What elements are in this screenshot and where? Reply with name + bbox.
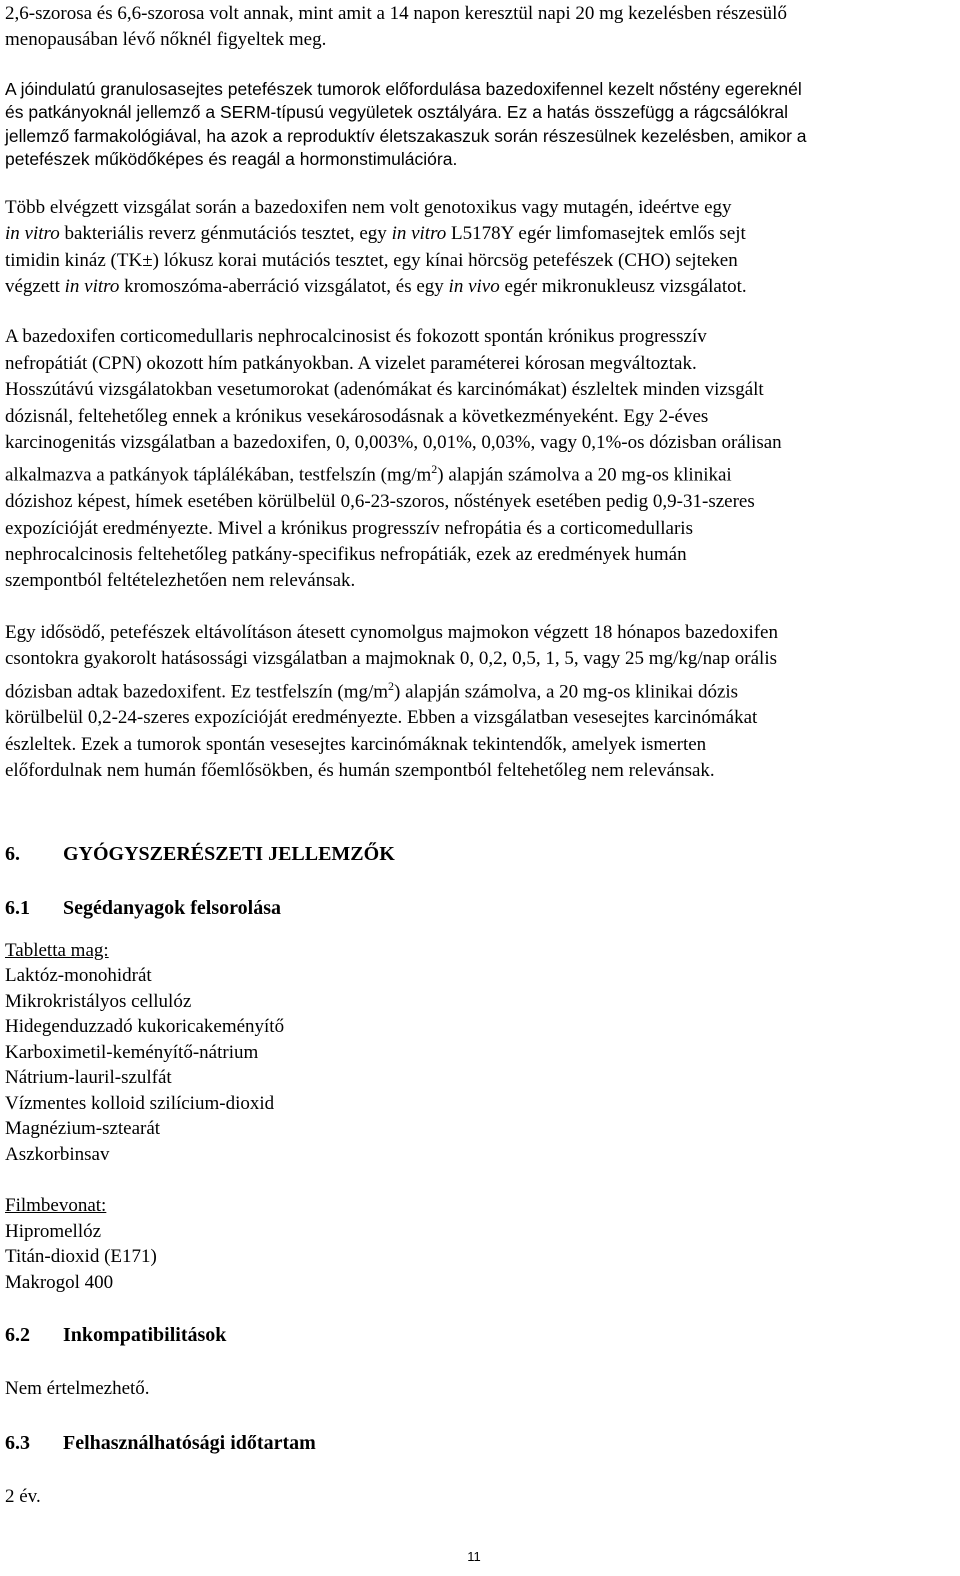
text-fragment: kromoszóma-aberráció vizsgálatot, és egy — [119, 276, 449, 298]
list-item: Laktóz-monohidrát — [5, 965, 152, 987]
film-coating-list — [5, 1193, 955, 1295]
text-line: A bazedoxifen corticomedullaris nephrocalcinosist és fokozott spontán krónikus progresszív — [5, 326, 707, 348]
text-fragment: alkalmazva a patkányok táplálékában, testfelszín (mg/m — [5, 464, 432, 486]
section-heading-6 — [5, 841, 955, 867]
italic-term: in vitro — [5, 223, 60, 245]
text-line: csontokra gyakorolt hatásossági vizsgálatban a majmoknak 0, 0,2, 0,5, 1, 5, vagy 25 mg/kg/nap orális — [5, 648, 777, 670]
text-line — [5, 456, 955, 489]
text-line: és patkányoknál jellemző a SERM-típusú vegyületek osztályára. Ez a hatás összefügg a rágcsálókral — [5, 102, 789, 123]
italic-term: in vitro — [391, 223, 447, 245]
text-line: timidin kináz (TK±) lókusz korai mutációs tesztet, egy kínai hörcsög petefészek (CHO) sejteken — [5, 249, 738, 271]
list-item: Magnézium-sztearát — [5, 1118, 161, 1140]
text-line: 2,6-szorosa és 6,6-szorosa volt annak, mint amit a 14 napon keresztül napi 20 mg kezelésben részesülő — [5, 3, 787, 24]
text-line — [5, 221, 955, 247]
section-number: 6.2 — [5, 1324, 30, 1347]
film-coating-heading: Filmbevonat: — [5, 1195, 107, 1217]
section-body-6-3: 2 év. — [5, 1485, 41, 1507]
italic-term: in vivo — [448, 276, 500, 298]
text-fragment: bakteriális reverz génmutációs tesztet, egy — [59, 223, 392, 245]
section-number: 6. — [5, 842, 20, 865]
list-item: Nátrium-lauril-szulfát — [5, 1067, 172, 1089]
text-line: A jóindulatú granulosasejtes petefészek tumorok előfordulása bazedoxifennel kezelt nőstény egereknél — [5, 78, 802, 99]
text-fragment: egér mikronukleusz vizsgálatot. — [499, 276, 747, 298]
text-line: előfordulnak nem humán főemlősökben, és humán szempontból feltehetőleg nem relevánsak. — [5, 760, 715, 782]
superscript: 2 — [388, 678, 395, 693]
list-item: Hidegenduzzadó kukoricakeményítő — [5, 1016, 285, 1038]
italic-term: in vitro — [64, 276, 120, 298]
text-line: jellemző farmakológiával, ha azok a reproduktív életszakaszuk során részesülnek kezelésben, amikor a — [5, 125, 807, 146]
section-heading-6-3 — [5, 1430, 955, 1456]
section-title: Segédanyagok felsorolása — [63, 896, 281, 919]
section-number: 6.3 — [5, 1431, 30, 1454]
list-item: Makrogol 400 — [5, 1271, 114, 1293]
text-line: dózisnál, feltehetőleg ennek a krónikus vesekárosodásnak a következményeként. Egy 2-éves — [5, 405, 709, 427]
text-line: nefropátiát (CPN) okozott hím patkányokban. A vizelet paraméterei kórosan megváltoztak. — [5, 352, 697, 374]
section-body-6-2: Nem értelmezhető. — [5, 1378, 150, 1400]
paragraph-granulosa-tumors — [5, 78, 955, 172]
text-line: karcinogenitás vizsgálatban a bazedoxifen, 0, 0,003%, 0,01%, 0,03%, vagy 0,1%-os dózisban orálisan — [5, 432, 782, 454]
text-line: körülbelül 0,2-24-szeres expozícióját eredményezte. Ebben a vizsgálatban vesesejtes karcinómákat — [5, 707, 758, 729]
text-line: menopausában lévő nőknél figyeltek meg. — [5, 29, 327, 51]
page-number: 11 — [467, 1549, 481, 1564]
tablet-core-heading: Tabletta mag: — [5, 939, 109, 961]
document-page — [5, 0, 955, 1510]
superscript: 2 — [431, 462, 438, 477]
text-line: Több elvégzett vizsgálat során a bazedoxifen nem volt genotoxikus vagy mutagén, ideértve egy — [5, 196, 732, 218]
text-line: dózishoz képest, hímek esetében körülbelül 0,6-23-szoros, nőstények esetében pedig 0,9-31-szeres — [5, 491, 755, 513]
section-title: Inkompatibilitások — [63, 1324, 227, 1347]
section-heading-6-2 — [5, 1322, 955, 1348]
text-line: Egy idősödő, petefészek eltávolításon átesett cynomolgus majmokon végzett 18 hónapos bazedoxifen — [5, 621, 778, 643]
text-fragment: dózisban adtak bazedoxifent. Ez testfelszín (mg/m — [5, 680, 389, 702]
section-number: 6.1 — [5, 896, 30, 919]
list-item: Aszkorbinsav — [5, 1143, 110, 1165]
text-fragment: végzett — [5, 276, 65, 298]
paragraph-nephrocalcinosis — [5, 324, 955, 594]
section-title: GYÓGYSZERÉSZETI JELLEMZŐK — [63, 842, 395, 865]
tablet-core-list — [5, 938, 955, 1168]
text-fragment: ) alapján számolva a 20 mg-os klinikai — [437, 464, 732, 486]
list-item: Titán-dioxid (E171) — [5, 1246, 157, 1268]
text-line — [5, 274, 955, 300]
text-line: észleltek. Ezek a tumorok spontán vesesejtes karcinómáknak tekintendők, amelyek ismerten — [5, 733, 707, 755]
text-fragment: ) alapján számolva, a 20 mg-os klinikai dózis — [394, 680, 739, 702]
paragraph-monkey-study — [5, 620, 955, 785]
list-item: Vízmentes kolloid szilícium-dioxid — [5, 1092, 275, 1114]
text-fragment: L5178Y egér limfomasejtek emlős sejt — [446, 223, 746, 245]
text-line: petefészek működőképes és reagál a hormonstimulációra. — [5, 149, 458, 170]
text-line — [5, 673, 955, 706]
text-line: szempontból feltételezhetően nem relevánsak. — [5, 570, 356, 592]
paragraph-ovarian-exposure — [5, 1, 955, 54]
text-line: Hosszútávú vizsgálatokban vesetumorokat (adenómákat és karcinómákat) észleltek minden vizsgált — [5, 379, 764, 401]
paragraph-genotoxicity — [5, 195, 955, 301]
list-item: Hipromellóz — [5, 1220, 102, 1242]
section-title: Felhasználhatósági időtartam — [63, 1431, 316, 1454]
text-line: nephrocalcinosis feltehetőleg patkány-specifikus nefropátiák, ezek az eredmények humán — [5, 544, 687, 566]
section-heading-6-1 — [5, 895, 955, 921]
list-item: Karboximetil-keményítő-nátrium — [5, 1041, 259, 1063]
list-item: Mikrokristályos cellulóz — [5, 990, 192, 1012]
text-line: expozícióját eredményezte. Mivel a krónikus progresszív nefropátia és a corticomedullaris — [5, 517, 693, 539]
